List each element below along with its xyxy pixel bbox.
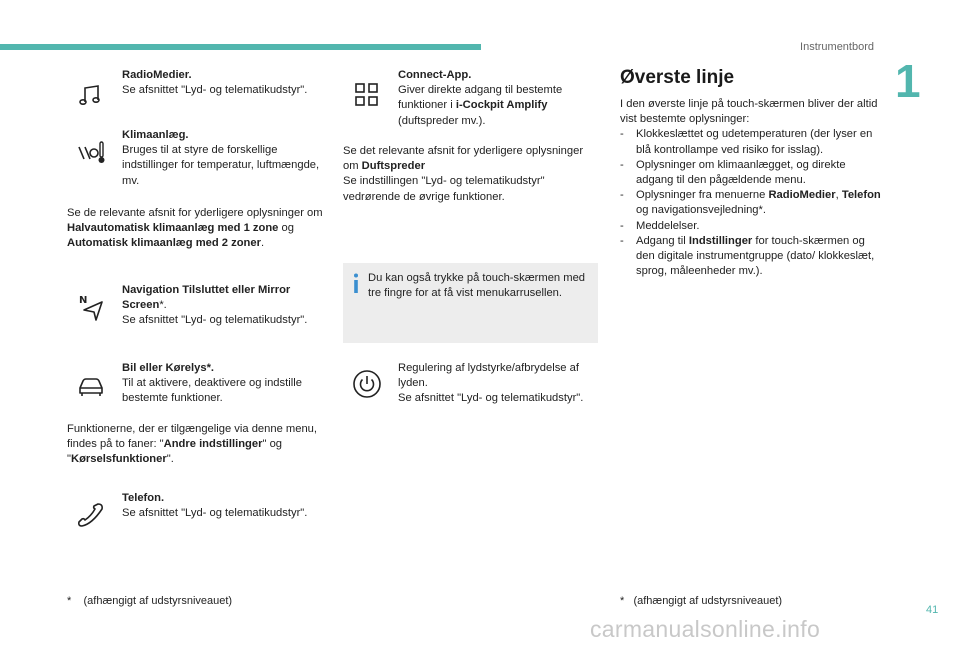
- radio-title: RadioMedier.: [122, 69, 192, 81]
- top-accent-bar: [0, 44, 481, 50]
- phone-icon: [76, 500, 106, 530]
- phone-entry: [122, 491, 327, 521]
- car-icon: [76, 370, 106, 400]
- car-title: Bil eller Kørelys*.: [122, 362, 215, 374]
- svg-text:N: N: [79, 295, 88, 306]
- climate-entry: [122, 128, 327, 189]
- car-entry: [122, 361, 327, 407]
- phone-title: Telefon.: [122, 492, 165, 504]
- car-text: Til at aktivere, deaktivere og indstille bestemte funktioner.: [122, 377, 302, 405]
- info-icon: [352, 273, 360, 293]
- music-note-icon: [76, 80, 106, 110]
- list-item: - Meddelelser.: [620, 219, 700, 232]
- top-line-list: [620, 127, 882, 279]
- top-line-intro: I den øverste linje på touch-skærmen bliver der altid vist bestemte oplysninger:: [620, 98, 878, 126]
- climate-reference-paragraph: Se de relevante afsnit for yderligere oplysninger om Halvautomatisk klimaanlæg med 1 zone og Automatisk klimaanlæg med 2 zoner.: [67, 207, 323, 250]
- list-item: - Adgang til Indstillinger for touch-skærmen og den digitale instrumentgruppe (dato/ klokkeslæt, sprog, måleenheder mv.).: [620, 234, 875, 278]
- phone-text: Se afsnittet "Lyd- og telematikudstyr".: [122, 507, 308, 520]
- top-line-body: [620, 97, 882, 279]
- list-item: - Oplysninger om klimaanlægget, og direkte adgang til den pågældende menu.: [620, 158, 846, 187]
- climate-text: Bruges til at styre de forskellige indstillinger for temperatur, luftmængde, mv.: [122, 144, 320, 187]
- watermark: carmanualsonline.info: [590, 616, 821, 642]
- page-number: 41: [926, 604, 939, 616]
- chapter-number: 1: [895, 55, 921, 107]
- section-title: Instrumentbord: [800, 41, 874, 53]
- volume-text: Regulering af lydstyrke/afbrydelse af lyden.: [398, 362, 579, 390]
- info-note-text: Du kan også trykke på touch-skærmen med tre fingre for at få vist menukarrusellen.: [368, 272, 586, 300]
- fragrance-paragraph: Se det relevante afsnit for yderligere oplysninger om Duftspreder Se indstillingen "Lyd- og telematikudstyr" vedrørende de øvrige funktioner.: [343, 145, 584, 203]
- list-item: - Oplysninger fra menuerne RadioMedier, Telefon og navigationsvejledning*.: [620, 189, 881, 217]
- navigation-arrow-icon: [76, 292, 106, 322]
- info-note-box: [343, 263, 598, 343]
- radio-entry: [122, 68, 327, 98]
- volume-entry: [398, 361, 588, 407]
- navigation-text: Se afsnittet "Lyd- og telematikudstyr".: [122, 314, 308, 327]
- top-line-heading: Øverste linje: [620, 67, 735, 88]
- footnote-left: * (afhængigt af udstyrsniveauet): [67, 595, 233, 607]
- radio-text: Se afsnittet "Lyd- og telematikudstyr".: [122, 84, 308, 97]
- climate-title: Klimaanlæg.: [122, 129, 189, 141]
- power-button-icon: [352, 369, 382, 399]
- navigation-entry: Navigation Tilsluttet eller Mirror Screen*. Se afsnittet "Lyd- og telematikudstyr".: [122, 283, 327, 329]
- tabs-paragraph: Funktionerne, der er tilgængelige via denne menu, findes på to faner: "Andre indstillinger" og "Kørselsfunktioner".: [67, 423, 318, 466]
- volume-text-2: Se afsnittet "Lyd- og telematikudstyr".: [398, 392, 584, 405]
- footnote-right: * (afhængigt af udstyrsniveauet): [620, 595, 783, 607]
- connect-app-title: Connect-App.: [398, 69, 472, 81]
- navigation-title: Navigation Tilsluttet eller Mirror Screen: [122, 284, 291, 312]
- climate-fan-thermometer-icon: [76, 137, 106, 167]
- list-item: - Klokkeslættet og udetemperaturen (der lyser en blå kontrollampe ved risiko for isslag).: [620, 128, 873, 156]
- apps-grid-icon: [352, 80, 382, 110]
- connect-app-entry: Connect-App. Giver direkte adgang til bestemte funktioner i i-Cockpit Amplify (duftspreder mv.).: [398, 68, 588, 129]
